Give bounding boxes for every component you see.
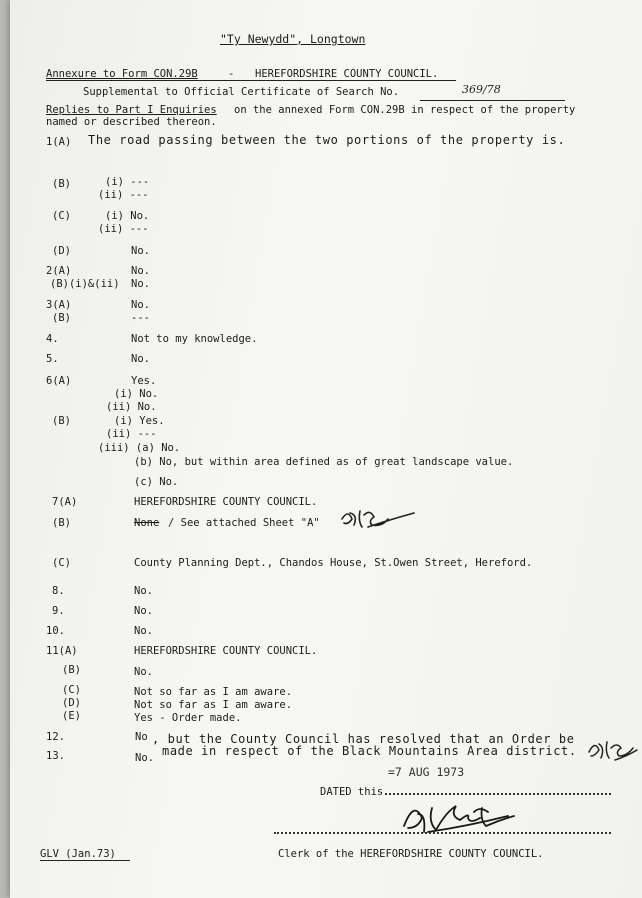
reply-label: (B) (52, 517, 71, 529)
reply-text: (i) No. (114, 388, 159, 400)
reply-label: 8. (52, 585, 65, 597)
reply-label: (C) (52, 210, 71, 222)
reply-label: (B) (62, 664, 81, 676)
reply-label: 1(A) (46, 136, 72, 148)
reply-label: (E) (62, 710, 81, 722)
reply-label: (C) (52, 557, 71, 569)
reply-text: (i) No. (105, 210, 150, 222)
replies-heading-line2: named or described thereon. (46, 116, 217, 128)
reply-label: (B) (52, 178, 71, 190)
reply-text: No. (131, 353, 150, 365)
reply-label: 6(A) (46, 375, 72, 387)
reply-label: 10. (46, 625, 65, 637)
header-dash: - (228, 68, 235, 80)
reply-text: Yes - Order made. (134, 712, 242, 724)
reply-label: (B) (52, 312, 71, 324)
annexure-label: Annexure to Form CON.29B (46, 68, 198, 80)
reply-label: 11(A) (46, 645, 78, 657)
document-title: "Ty Newydd", Longtown (220, 32, 366, 46)
reply-text: (i) Yes. (114, 415, 165, 427)
initials-signature-icon (585, 736, 641, 766)
reply-continuation: , but the County Council has resolved that an Order be (152, 732, 575, 746)
reply-text: --- (131, 312, 150, 324)
reply-text: No. (134, 625, 153, 637)
date-stamp: =7 AUG 1973 (388, 765, 465, 779)
form-reference: GLV (Jan.73) (40, 848, 116, 860)
initials-signature-icon (338, 505, 418, 533)
replies-heading-rest: on the annexed Form CON.29B in respect of the property (234, 104, 576, 116)
supplemental-text: Supplemental to Official Certificate of Search No. (83, 86, 400, 98)
reply-text: (i) --- (105, 176, 150, 188)
reply-text: No. (131, 278, 150, 290)
reply-label: 12. (46, 731, 65, 743)
clerk-label: Clerk of the HEREFORDSHIRE COUNTY COUNCIL. (278, 848, 544, 860)
reply-label: 13. (46, 750, 65, 762)
reply-text: (ii) --- (98, 189, 149, 201)
reply-text: No (135, 731, 148, 743)
reply-text: No. (131, 299, 150, 311)
reply-label: 4. (46, 333, 59, 345)
reply-continuation: made in respect of the Black Mountains Area district. (162, 744, 577, 758)
search-number: 369/78 (462, 83, 501, 96)
reply-text: No. (131, 265, 150, 277)
reply-text: HEREFORDSHIRE COUNTY COUNCIL. (134, 496, 318, 508)
reply-label: 5. (46, 353, 59, 365)
reply-text: HEREFORDSHIRE COUNTY COUNCIL. (134, 645, 318, 657)
replies-heading: Replies to Part I Enquiries (46, 104, 217, 116)
reply-text: No. (134, 585, 153, 597)
reply-label: 7(A) (52, 496, 78, 508)
reply-text: (ii) --- (106, 428, 157, 440)
reply-text: (ii) No. (106, 401, 157, 413)
reply-text: Yes. (131, 375, 157, 387)
reply-label: (D) (52, 245, 71, 257)
reply-text: No. (134, 605, 153, 617)
reply-text: Not to my knowledge. (131, 333, 258, 345)
reply-text: No. (134, 666, 153, 678)
document-page (10, 0, 642, 898)
reply-text: No. (131, 245, 150, 257)
date-dotted-line (385, 793, 611, 795)
reply-label: (D) (62, 697, 81, 709)
reply-label: 2(A) (46, 265, 72, 277)
reply-text: / See attached Sheet "A" (168, 517, 320, 529)
reply-text: Not so far as I am aware. (134, 686, 293, 698)
reply-label: 9. (52, 605, 65, 617)
signature-dotted-line (274, 832, 611, 834)
reply-text: County Planning Dept., Chandos House, St.Owen Street, Hereford. (134, 557, 533, 569)
dated-label: DATED this (320, 786, 384, 798)
reply-text: (ii) --- (98, 223, 149, 235)
reply-text: (b) No, but within area defined as of great landscape value. (134, 456, 514, 468)
reply-text: (iii) (a) No. (98, 442, 181, 454)
header-rule (46, 80, 456, 81)
reply-text: Not so far as I am aware. (134, 699, 293, 711)
search-no-line (420, 100, 565, 101)
reply-text: The road passing between the two portions of the property is. (88, 133, 566, 147)
reply-label: (B) (52, 415, 71, 427)
reply-label: (C) (62, 684, 81, 696)
reply-text: No. (135, 752, 154, 764)
struck-text: None (134, 517, 160, 529)
reply-text: (c) No. (134, 476, 179, 488)
reply-label: (B)(i)&(ii) (50, 278, 120, 290)
form-reference-rule (40, 860, 130, 861)
reply-label: 3(A) (46, 299, 72, 311)
council-name: HEREFORDSHIRE COUNTY COUNCIL. (255, 68, 439, 80)
